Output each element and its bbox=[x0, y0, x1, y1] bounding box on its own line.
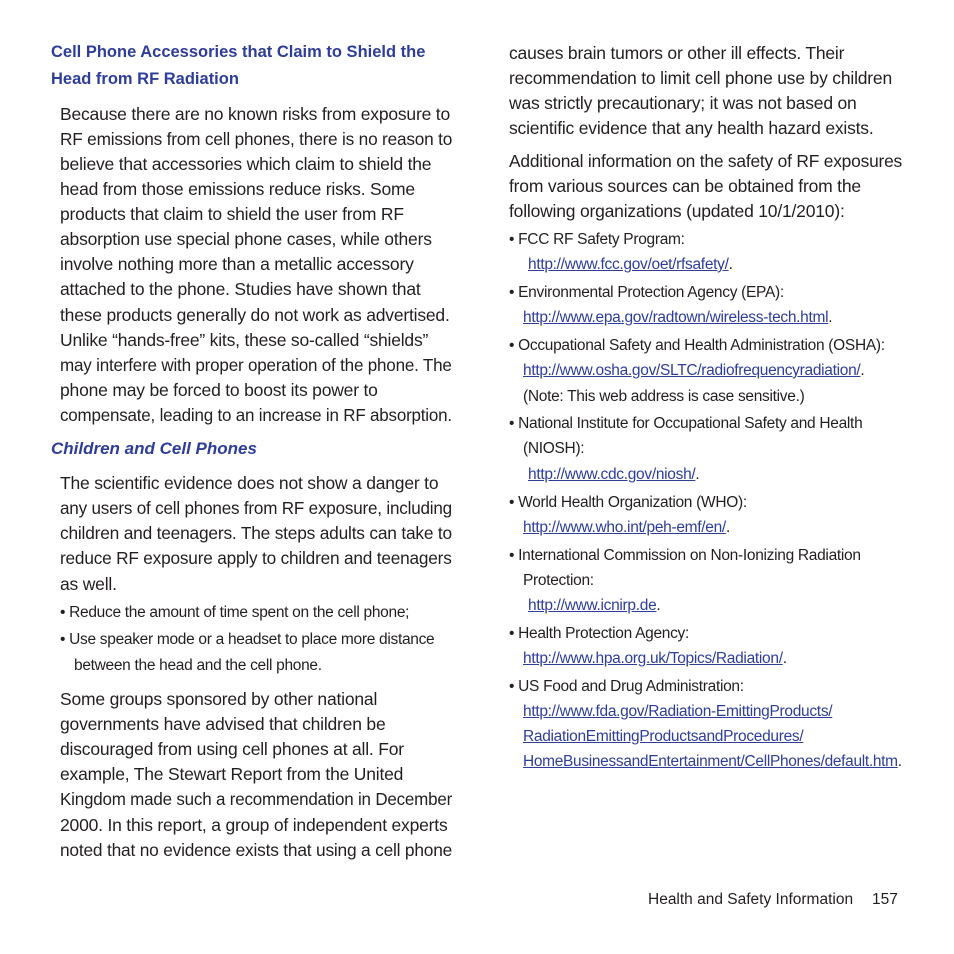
subsection-heading: Children and Cell Phones bbox=[51, 439, 257, 458]
text-line: absorption use special phone cases, while others bbox=[60, 229, 432, 249]
text-line: The scientific evidence does not show a danger to bbox=[60, 473, 439, 493]
text-line: Additional information on the safety of RF exposures bbox=[509, 151, 903, 171]
section-heading-line-2: Head from RF Radiation bbox=[51, 70, 239, 88]
org-osha: • Occupational Safety and Health Administration (OSHA): bbox=[509, 337, 885, 354]
epa-link[interactable]: http://www.epa.gov/radtown/wireless-tech.html bbox=[523, 309, 829, 326]
text-line: involve nothing more than a metallic accessory bbox=[60, 254, 414, 274]
text-line: children and teenagers. The steps adults can take to bbox=[60, 523, 452, 543]
text-line: causes brain tumors or other ill effects. Their bbox=[509, 43, 845, 63]
text-line: compensate, leading to an increase in RF absorption. bbox=[60, 405, 452, 425]
text-line: any users of cell phones from RF exposure, including bbox=[60, 498, 452, 518]
text-line: Some groups sponsored by other national bbox=[60, 689, 378, 709]
text-line: scientific evidence that any health hazard exists. bbox=[509, 118, 874, 138]
text-line: believe that accessories which claim to shield the bbox=[60, 154, 432, 174]
text-line: RF emissions from cell phones, there is no reason to bbox=[60, 129, 453, 149]
osha-link[interactable]: http://www.osha.gov/SLTC/radiofrequencyradiation/ bbox=[523, 362, 861, 379]
list-item-continuation: between the head and the cell phone. bbox=[74, 657, 322, 674]
text-line: these products generally do not work as advertised. bbox=[60, 305, 450, 325]
org-niosh: • National Institute for Occupational Safety and Health bbox=[509, 415, 863, 432]
section-heading-line-1: Cell Phone Accessories that Claim to Shield the bbox=[51, 43, 426, 61]
link-period: . bbox=[828, 309, 833, 326]
text-line: noted that no evidence exists that using a cell phone bbox=[60, 840, 453, 860]
text-line: Because there are no known risks from exposure to bbox=[60, 104, 450, 124]
link-period: . bbox=[725, 519, 730, 536]
org-epa: • Environmental Protection Agency (EPA): bbox=[509, 284, 784, 301]
link-period: . bbox=[860, 362, 865, 379]
link-period: . bbox=[782, 650, 787, 667]
text-line: was strictly precautionary; it was not based on bbox=[509, 93, 857, 113]
hpa-link[interactable]: http://www.hpa.org.uk/Topics/Radiation/ bbox=[523, 650, 783, 667]
text-line: phone may be forced to boost its power to bbox=[60, 380, 378, 400]
text-line: recommendation to limit cell phone use by children bbox=[509, 68, 892, 88]
org-hpa: • Health Protection Agency: bbox=[509, 625, 689, 642]
page-number: 157 bbox=[872, 891, 898, 908]
text-line: 2000. In this report, a group of independent experts bbox=[60, 815, 448, 835]
org-who: • World Health Organization (WHO): bbox=[509, 494, 747, 511]
org-icnirp-continuation: Protection: bbox=[523, 572, 594, 589]
text-line: may interfere with proper operation of the phone. The bbox=[60, 355, 452, 375]
text-line: governments have advised that children be bbox=[60, 714, 386, 734]
fda-link-line-1[interactable]: http://www.fda.gov/Radiation-EmittingProducts/ bbox=[523, 703, 833, 720]
text-line: discouraged from using cell phones at all. For bbox=[60, 739, 404, 759]
osha-note: (Note: This web address is case sensitive.) bbox=[523, 388, 805, 405]
text-line: Kingdom made such a recommendation in December bbox=[60, 789, 453, 809]
text-line: products that claim to shield the user from RF bbox=[60, 204, 404, 224]
text-line: example, The Stewart Report from the United bbox=[60, 764, 404, 784]
fda-link-line-3[interactable]: HomeBusinessandEntertainment/CellPhones/default.htm bbox=[523, 753, 898, 770]
icnirp-link[interactable]: http://www.icnirp.de bbox=[528, 597, 657, 614]
fcc-link[interactable]: http://www.fcc.gov/oet/rfsafety/ bbox=[528, 256, 729, 273]
text-line: attached to the phone. Studies have shown that bbox=[60, 279, 421, 299]
list-item: • Reduce the amount of time spent on the cell phone; bbox=[60, 604, 410, 621]
link-period: . bbox=[728, 256, 733, 273]
org-niosh-continuation: (NIOSH): bbox=[523, 440, 585, 457]
list-item: • Use speaker mode or a headset to place more distance bbox=[60, 631, 435, 648]
niosh-link[interactable]: http://www.cdc.gov/niosh/ bbox=[528, 466, 696, 483]
link-period: . bbox=[656, 597, 661, 614]
link-period: . bbox=[695, 466, 700, 483]
text-line: as well. bbox=[60, 574, 117, 594]
text-line: following organizations (updated 10/1/2010): bbox=[509, 201, 845, 221]
link-period: . bbox=[897, 753, 902, 770]
fda-link-line-2[interactable]: RadiationEmittingProductsandProcedures/ bbox=[523, 728, 804, 745]
footer-section-title: Health and Safety Information bbox=[648, 891, 854, 908]
text-line: head from those emissions reduce risks. Some bbox=[60, 179, 415, 199]
org-fda: • US Food and Drug Administration: bbox=[509, 678, 744, 695]
text-line: reduce RF exposure apply to children and teenagers bbox=[60, 548, 452, 568]
who-link[interactable]: http://www.who.int/peh-emf/en/ bbox=[523, 519, 726, 536]
text-line: Unlike “hands-free” kits, these so-called “shields” bbox=[60, 330, 429, 350]
text-line: from various sources can be obtained from the bbox=[509, 176, 861, 196]
org-fcc: • FCC RF Safety Program: bbox=[509, 231, 685, 248]
org-icnirp: • International Commission on Non-Ionizing Radiation bbox=[509, 547, 861, 564]
